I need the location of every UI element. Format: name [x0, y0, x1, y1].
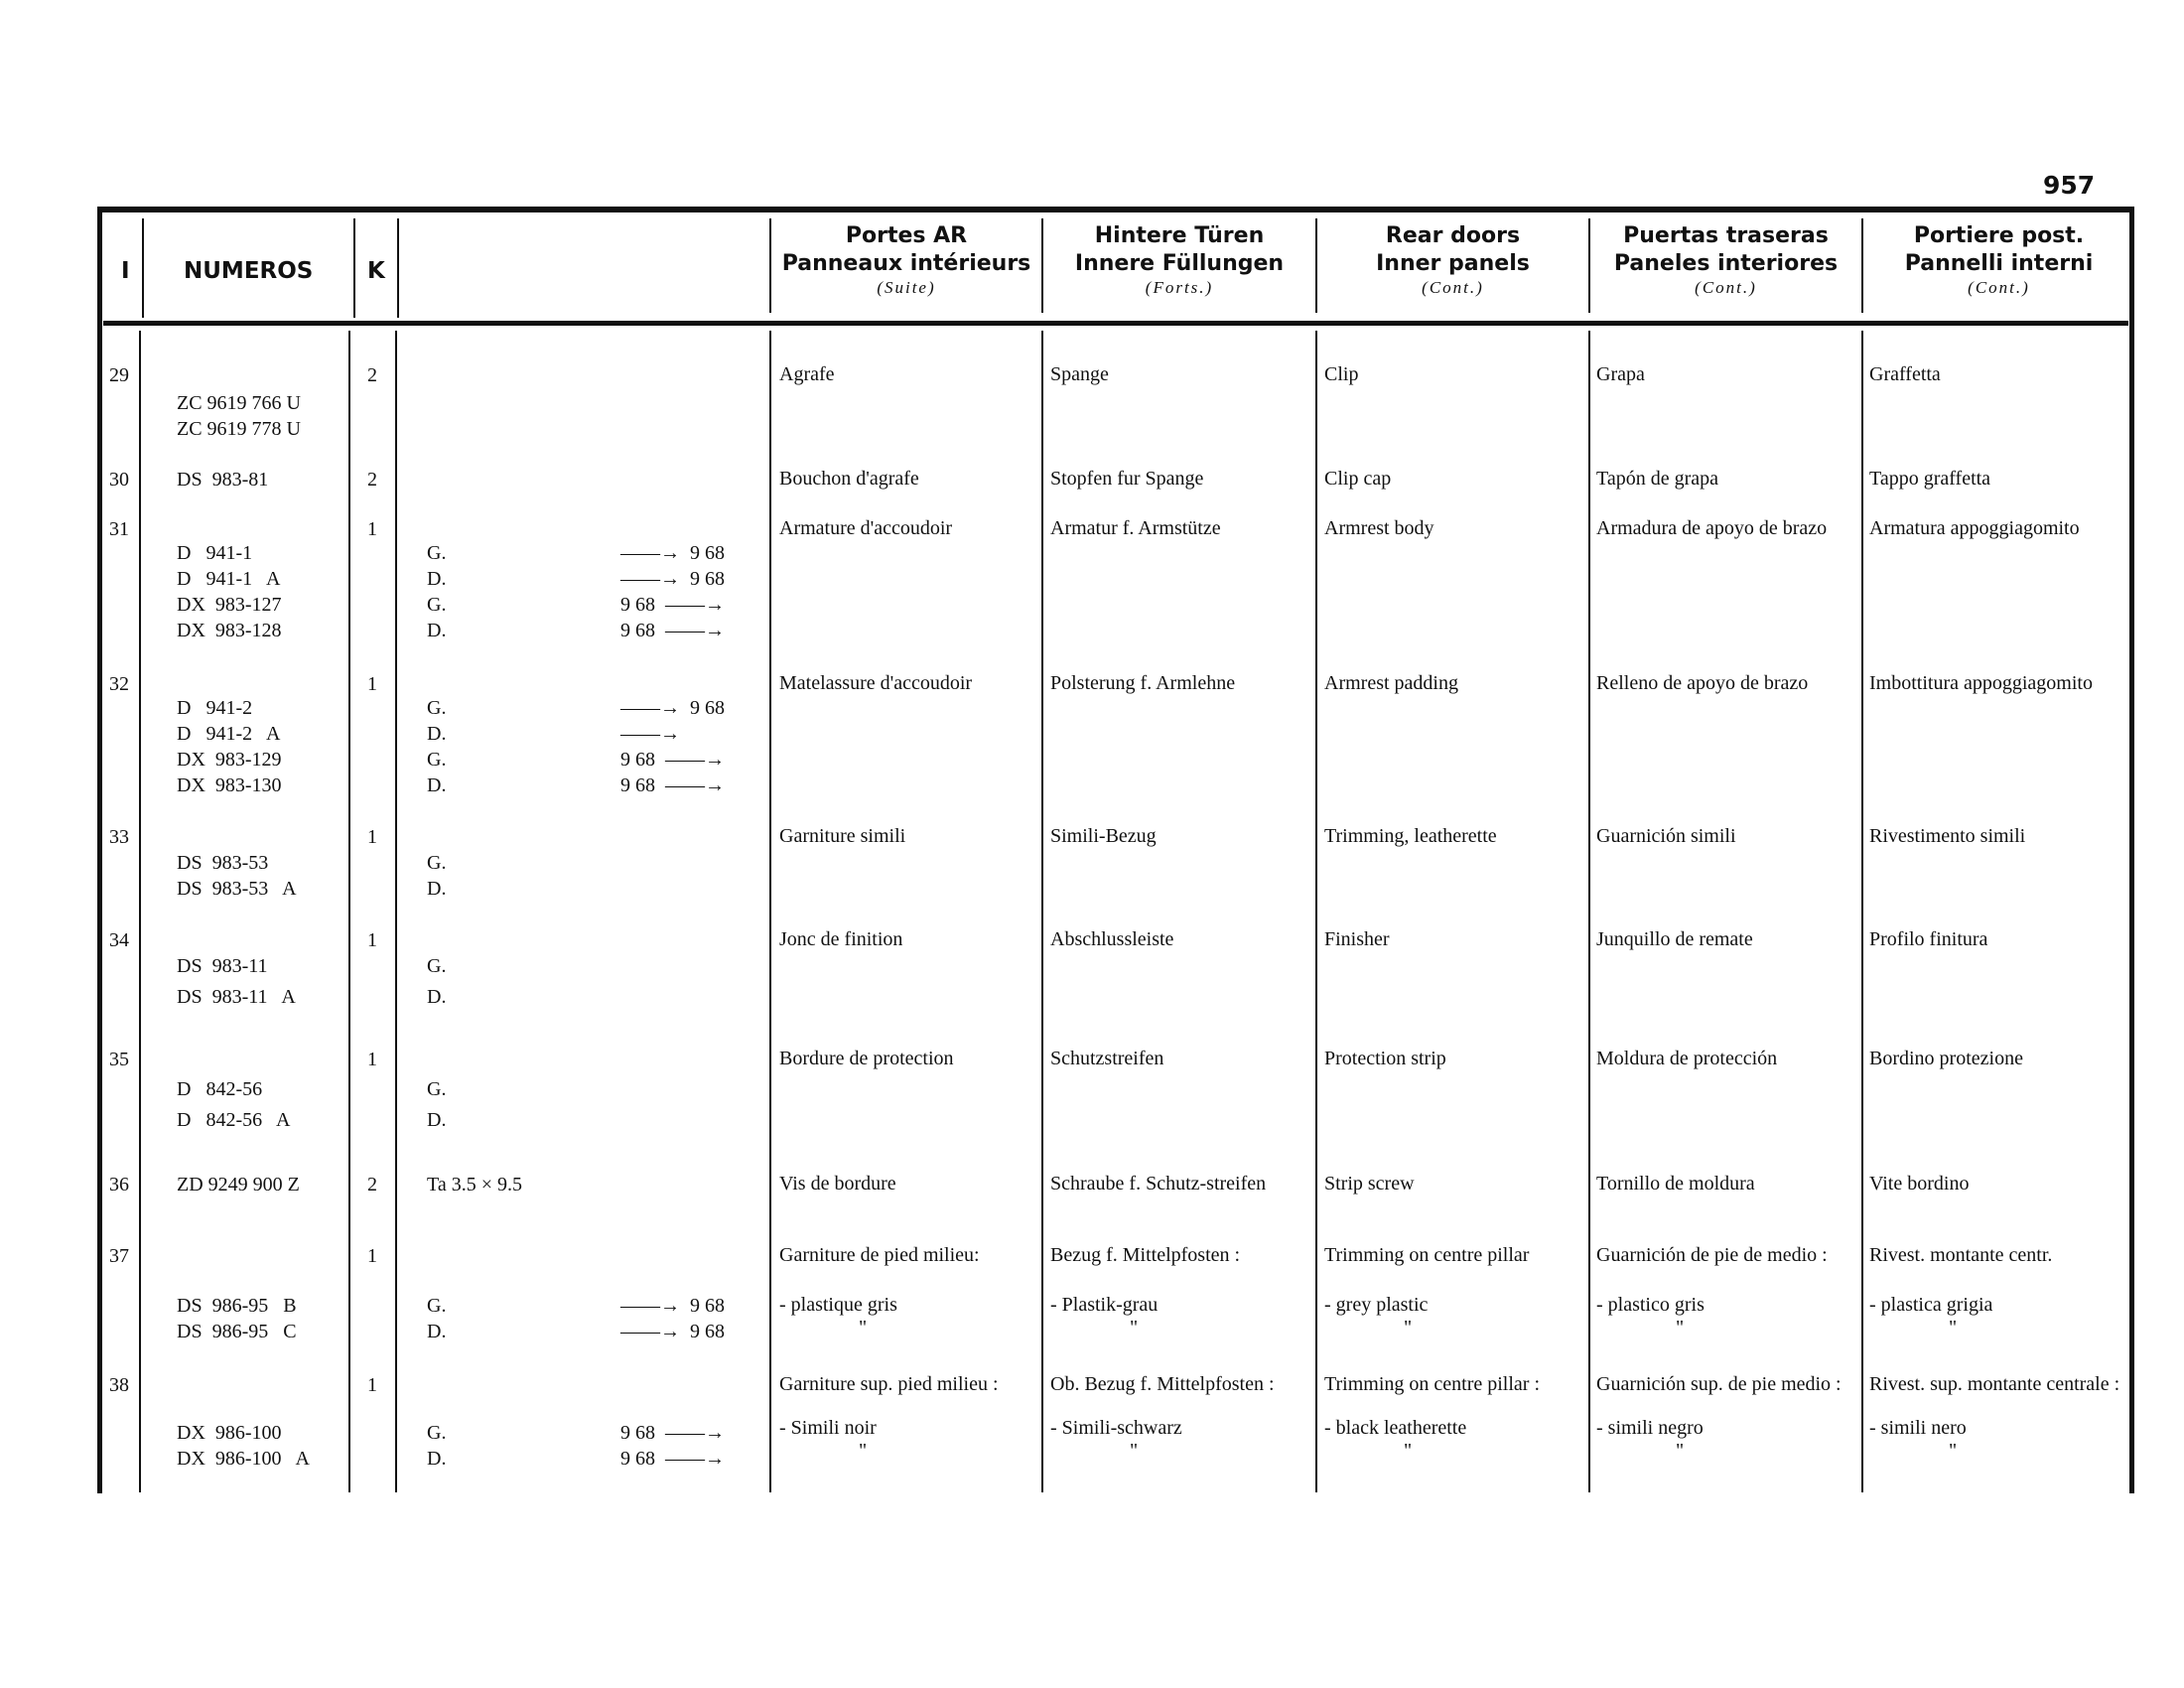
row-index: 30	[109, 469, 129, 491]
header-french-note: (Suite)	[877, 278, 936, 297]
side-code: D.	[427, 568, 447, 590]
part-number: D 941-1	[177, 542, 253, 564]
header-italian-note: (Cont.)	[1968, 278, 2030, 297]
ditto-mark: "	[1130, 1317, 1139, 1338]
description-fr: Bordure de protection	[779, 1048, 954, 1069]
part-number: DX 983-127	[177, 594, 282, 616]
description-en: Trimming, leatherette	[1324, 825, 1497, 847]
description-it-variant: - plastica grigia	[1869, 1294, 1993, 1316]
description-it: Tappo graffetta	[1869, 468, 1991, 490]
side-code: D.	[427, 986, 447, 1008]
date-validity: ——→ 9 68	[620, 697, 725, 719]
description-de: Polsterung f. Armlehne	[1050, 672, 1236, 694]
description-es: Relleno de apoyo de brazo	[1596, 672, 1809, 694]
description-fr: Vis de bordure	[779, 1173, 896, 1195]
header-english-title: Rear doors	[1385, 223, 1521, 248]
description-en: Trimming on centre pillar :	[1324, 1373, 1541, 1395]
header-french-subtitle: Panneaux intérieurs	[781, 251, 1031, 276]
row-k-value: 1	[367, 826, 377, 848]
side-code: D.	[427, 1109, 447, 1131]
column-divider	[769, 331, 771, 1492]
part-number: ZD 9249 900 Z	[177, 1174, 300, 1196]
header-english-subtitle: Inner panels	[1376, 251, 1530, 276]
row-k-value: 2	[367, 1174, 377, 1196]
header-i: I	[121, 258, 130, 284]
description-de: Spange	[1050, 363, 1109, 385]
side-code: G.	[427, 1078, 447, 1100]
part-number: D 941-2	[177, 697, 253, 719]
side-code: G.	[427, 594, 447, 616]
header-english-note: (Cont.)	[1422, 278, 1484, 297]
part-number: D 941-2 A	[177, 723, 281, 745]
description-en-variant: - black leatherette	[1324, 1417, 1467, 1439]
part-number: D 842-56	[177, 1078, 263, 1100]
part-number: DS 983-11	[177, 955, 268, 977]
description-it: Rivest. sup. montante centrale :	[1869, 1373, 2120, 1395]
row-k-value: 1	[367, 1245, 377, 1267]
header-english	[1317, 222, 1588, 298]
row-index: 33	[109, 826, 129, 848]
ditto-mark: "	[859, 1317, 868, 1338]
side-code: D.	[427, 723, 447, 745]
description-it: Vite bordino	[1869, 1173, 1970, 1195]
part-number: DS 983-53	[177, 852, 269, 874]
date-validity: 9 68 ——→	[620, 749, 725, 771]
row-index: 38	[109, 1374, 129, 1396]
description-de: Simili-Bezug	[1050, 825, 1157, 847]
side-code: Ta 3.5 × 9.5	[427, 1174, 522, 1196]
description-en: Armrest padding	[1324, 672, 1458, 694]
description-it: Imbottitura appoggiagomito	[1869, 672, 2093, 694]
header-spanish-subtitle: Paneles interiores	[1613, 251, 1839, 276]
description-de: Bezug f. Mittelpfosten :	[1050, 1244, 1241, 1266]
header-german	[1043, 222, 1315, 298]
date-validity: ——→	[620, 723, 680, 745]
part-number: DX 983-130	[177, 774, 282, 796]
ditto-mark: "	[1404, 1317, 1413, 1338]
side-code: G.	[427, 697, 447, 719]
row-index: 34	[109, 929, 129, 951]
column-divider	[142, 218, 144, 318]
description-fr: Armature d'accoudoir	[779, 517, 953, 539]
description-fr-variant: - Simili noir	[779, 1417, 877, 1439]
description-en: Clip cap	[1324, 468, 1392, 490]
date-validity: 9 68 ——→	[620, 1422, 725, 1444]
description-es: Guarnición sup. de pie medio :	[1596, 1373, 1842, 1395]
row-k-value: 1	[367, 518, 377, 540]
description-en: Protection strip	[1324, 1048, 1446, 1069]
row-index: 37	[109, 1245, 129, 1267]
column-divider	[139, 331, 141, 1492]
description-it: Rivest. montante centr.	[1869, 1244, 2053, 1266]
header-numeros: NUMEROS	[184, 258, 314, 284]
description-es-variant: - simili negro	[1596, 1417, 1704, 1439]
side-code: G.	[427, 955, 447, 977]
description-en: Trimming on centre pillar	[1324, 1244, 1530, 1266]
side-code: G.	[427, 852, 447, 874]
side-code: G.	[427, 542, 447, 564]
description-de: Ob. Bezug f. Mittelpfosten :	[1050, 1373, 1275, 1395]
column-divider	[1861, 331, 1863, 1492]
side-code: D.	[427, 774, 447, 796]
column-divider	[353, 218, 355, 318]
ditto-mark: "	[1676, 1317, 1685, 1338]
description-es: Armadura de apoyo de brazo	[1596, 517, 1828, 539]
row-k-value: 1	[367, 673, 377, 695]
ditto-mark: "	[859, 1440, 868, 1462]
description-de: Abschlussleiste	[1050, 928, 1174, 950]
description-fr: Garniture sup. pied milieu :	[779, 1373, 999, 1395]
description-en: Strip screw	[1324, 1173, 1415, 1195]
part-number: D 842-56 A	[177, 1109, 291, 1131]
column-divider	[1315, 331, 1317, 1492]
date-validity: 9 68 ——→	[620, 774, 725, 796]
description-it-variant: - simili nero	[1869, 1417, 1967, 1439]
part-number: ZC 9619 766 U	[177, 392, 301, 414]
row-k-value: 1	[367, 929, 377, 951]
description-es-variant: - plastico gris	[1596, 1294, 1705, 1316]
header-divider	[103, 321, 2128, 326]
row-index: 31	[109, 518, 129, 540]
row-k-value: 1	[367, 1049, 377, 1070]
description-fr: Matelassure d'accoudoir	[779, 672, 973, 694]
side-code: D.	[427, 1448, 447, 1470]
column-divider	[348, 331, 350, 1492]
side-code: G.	[427, 1422, 447, 1444]
part-number: DS 983-11 A	[177, 986, 296, 1008]
date-validity: ——→ 9 68	[620, 1321, 725, 1342]
description-de: Stopfen fur Spange	[1050, 468, 1204, 490]
description-de: Schutzstreifen	[1050, 1048, 1164, 1069]
header-german-subtitle: Innere Füllungen	[1074, 251, 1285, 276]
description-es: Junquillo de remate	[1596, 928, 1753, 950]
header-k: K	[367, 258, 385, 284]
description-en-variant: - grey plastic	[1324, 1294, 1429, 1316]
description-en: Finisher	[1324, 928, 1390, 950]
column-divider	[397, 218, 399, 318]
description-es: Guarnición simili	[1596, 825, 1736, 847]
description-fr: Agrafe	[779, 363, 835, 385]
part-number: ZC 9619 778 U	[177, 418, 301, 440]
column-divider	[1588, 331, 1590, 1492]
date-validity: 9 68 ——→	[620, 594, 725, 616]
part-number: DX 986-100	[177, 1422, 282, 1444]
description-en: Clip	[1324, 363, 1359, 385]
date-validity: ——→ 9 68	[620, 542, 725, 564]
header-french	[771, 222, 1041, 298]
description-fr: Garniture simili	[779, 825, 906, 847]
part-number: DX 983-129	[177, 749, 282, 771]
description-es: Tornillo de moldura	[1596, 1173, 1755, 1195]
header-spanish-title: Puertas traseras	[1623, 223, 1829, 248]
part-number: DX 983-128	[177, 620, 282, 641]
row-index: 36	[109, 1174, 129, 1196]
description-it: Bordino protezione	[1869, 1048, 2023, 1069]
column-divider	[1041, 331, 1043, 1492]
description-es: Grapa	[1596, 363, 1645, 385]
description-es: Tapón de grapa	[1596, 468, 1718, 490]
side-code: D.	[427, 878, 447, 900]
date-validity: 9 68 ——→	[620, 1448, 725, 1470]
part-number: DX 986-100 A	[177, 1448, 310, 1470]
part-number: DS 986-95 C	[177, 1321, 297, 1342]
description-it: Rivestimento simili	[1869, 825, 2026, 847]
date-validity: ——→ 9 68	[620, 568, 725, 590]
row-index: 29	[109, 364, 129, 386]
ditto-mark: "	[1130, 1440, 1139, 1462]
description-fr: Jonc de finition	[779, 928, 903, 950]
ditto-mark: "	[1949, 1317, 1958, 1338]
row-k-value: 2	[367, 469, 377, 491]
part-number: D 941-1 A	[177, 568, 281, 590]
description-it: Armatura appoggiagomito	[1869, 517, 2080, 539]
header-french-title: Portes AR	[845, 223, 968, 248]
page-number: 957	[2043, 171, 2096, 200]
description-es: Guarnición de pie de medio :	[1596, 1244, 1828, 1266]
description-de: Schraube f. Schutz-streifen	[1050, 1173, 1267, 1195]
header-italian	[1863, 222, 2134, 298]
header-german-note: (Forts.)	[1145, 278, 1214, 297]
side-code: D.	[427, 1321, 447, 1342]
header-spanish-note: (Cont.)	[1695, 278, 1757, 297]
description-de-variant: - Plastik-grau	[1050, 1294, 1159, 1316]
row-index: 35	[109, 1049, 129, 1070]
column-divider	[395, 331, 397, 1492]
description-es: Moldura de protección	[1596, 1048, 1778, 1069]
header-spanish	[1590, 222, 1861, 298]
description-fr: Bouchon d'agrafe	[779, 468, 919, 490]
description-it: Graffetta	[1869, 363, 1941, 385]
ditto-mark: "	[1949, 1440, 1958, 1462]
header-german-title: Hintere Türen	[1094, 223, 1265, 248]
part-number: DS 986-95 B	[177, 1295, 297, 1317]
ditto-mark: "	[1404, 1440, 1413, 1462]
side-code: G.	[427, 749, 447, 771]
header-italian-title: Portiere post.	[1913, 223, 2085, 248]
date-validity: ——→ 9 68	[620, 1295, 725, 1317]
description-en: Armrest body	[1324, 517, 1434, 539]
part-number: DS 983-81	[177, 469, 269, 491]
description-it: Profilo finitura	[1869, 928, 1988, 950]
description-de: Armatur f. Armstütze	[1050, 517, 1221, 539]
description-fr: Garniture de pied milieu:	[779, 1244, 980, 1266]
side-code: D.	[427, 620, 447, 641]
header-italian-subtitle: Pannelli interni	[1904, 251, 2094, 276]
row-index: 32	[109, 673, 129, 695]
description-de-variant: - Simili-schwarz	[1050, 1417, 1182, 1439]
ditto-mark: "	[1676, 1440, 1685, 1462]
description-fr-variant: - plastique gris	[779, 1294, 897, 1316]
date-validity: 9 68 ——→	[620, 620, 725, 641]
part-number: DS 983-53 A	[177, 878, 297, 900]
row-k-value: 2	[367, 364, 377, 386]
side-code: G.	[427, 1295, 447, 1317]
row-k-value: 1	[367, 1374, 377, 1396]
